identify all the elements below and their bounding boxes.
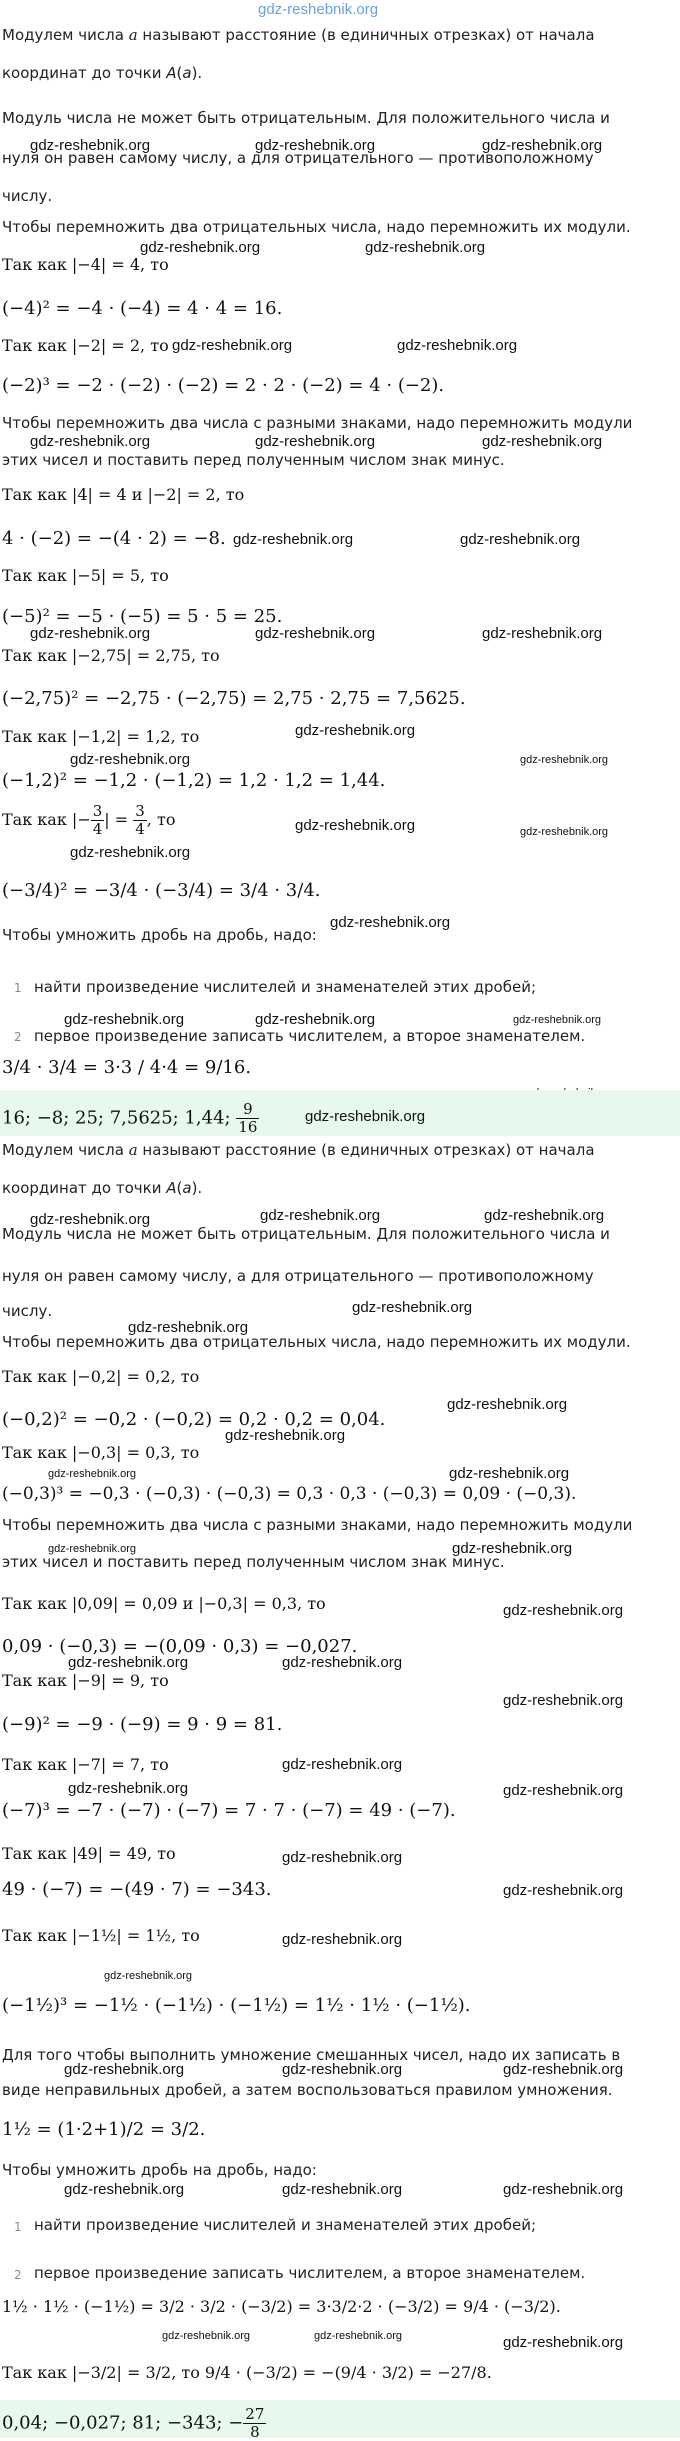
rule-modulus-line-2: нуля он равен самому числу, а для отрицательного — противоположному [2, 1267, 594, 1285]
watermark: gdz-reshebnik.org [282, 1756, 403, 1773]
equation-8: 1½ = (1·2+1)/2 = 3/2. [2, 2119, 206, 2140]
watermark: gdz-reshebnik.org [503, 1692, 624, 1709]
rule-negative-product: Чтобы перемножить два отрицательных числа, надо перемножить их модули. [2, 1333, 631, 1351]
equation-2: (−0,3)³ = −0,3 · (−0,3) · (−0,3) = 0,3 · 0,3 · (−0,3) = 0,09 · (−0,3). [2, 1484, 577, 1504]
equation-6: (−1,2)² = −1,2 · (−1,2) = 1,2 · 1,2 = 1,44. [2, 770, 386, 791]
watermark: gdz-reshebnik.org [520, 826, 609, 838]
rule-mixed-signs-line-1: Чтобы перемножить два числа с разными знаками, надо перемножить модули [2, 414, 633, 432]
watermark: gdz-reshebnik.org [365, 239, 486, 256]
watermark: gdz-reshebnik.org [295, 722, 416, 739]
rule-modulus-line-1: Модуль числа не может быть отрицательным. Для положительного числа и [2, 109, 610, 127]
answer-text: 0,04; −0,027; 81; −343; − $\frac{27}{8}$ [2, 2405, 265, 2441]
list-item-2: первое произведение записать числителем, а второе знаменателем. [34, 2264, 586, 2282]
statement-4: Так как |−5| = 5, то [2, 566, 169, 585]
statement-6: Так как |49| = 49, то [2, 1844, 176, 1863]
equation-7: (−3/4)² = −3/4 · (−3/4) = 3/4 · 3/4. [2, 880, 321, 901]
watermark: gdz-reshebnik.org [503, 2061, 624, 2078]
statement-3: Так как |4| = 4 и |−2| = 2, то [2, 485, 245, 504]
watermark: gdz-reshebnik.org [64, 2181, 185, 2198]
equation-7: (−1½)³ = −1½ · (−1½) · (−1½) = 1½ · 1½ · (−1½). [2, 1995, 471, 2016]
watermark: gdz-reshebnik.org [503, 1782, 624, 1799]
watermark: gdz-reshebnik.org [260, 1207, 381, 1224]
equation-1: (−0,2)² = −0,2 · (−0,2) = 0,2 · 0,2 = 0,04. [2, 1409, 386, 1430]
rule-modulus-line-2: нуля он равен самому числу, а для отрицательного — противоположному [2, 149, 594, 167]
rule-modulus-line-3: числу. [2, 187, 53, 205]
watermark: gdz-reshebnik.org [128, 1319, 249, 1336]
watermark: gdz-reshebnik.org [104, 1970, 193, 1982]
watermark: gdz-reshebnik.org [330, 914, 451, 931]
watermark: gdz-reshebnik.org [255, 1011, 376, 1028]
watermark: gdz-reshebnik.org [282, 1849, 403, 1866]
rule-negative-product: Чтобы перемножить два отрицательных числа, надо перемножить их модули. [2, 218, 631, 236]
watermark: gdz-reshebnik.org [233, 531, 354, 548]
answer-block-1 [0, 1090, 680, 1136]
watermark: gdz-reshebnik.org [352, 1299, 473, 1316]
statement-7: Так как |−1½| = 1½, то [2, 1926, 200, 1945]
watermark: gdz-reshebnik.org [68, 1780, 189, 1797]
list-number: 2 [14, 2268, 22, 2282]
watermark: gdz-reshebnik.org [30, 433, 151, 450]
equation-4: (−9)² = −9 · (−9) = 9 · 9 = 81. [2, 1714, 283, 1735]
statement-4: Так как |−9| = 9, то [2, 1671, 169, 1690]
watermark: gdz-reshebnik.org [30, 1211, 151, 1228]
watermark: gdz-reshebnik.org [482, 433, 603, 450]
equation-5: (−7)³ = −7 · (−7) · (−7) = 7 · 7 · (−7) = 49 · (−7). [2, 1800, 456, 1821]
equation-3: 0,09 · (−0,3) = −(0,09 · 0,3) = −0,027. [2, 1636, 358, 1657]
watermark: gdz-reshebnik.org [449, 1465, 570, 1482]
definition-line-2: координат до точки A(a). [2, 64, 203, 82]
watermark: gdz-reshebnik.org [282, 2181, 403, 2198]
answer-text: 16; −8; 25; 7,5625; 1,44; $\frac{9}{16}$ [2, 1100, 258, 1136]
watermark: gdz-reshebnik.org [503, 2181, 624, 2198]
rule-fraction-multiply: Чтобы умножить дробь на дробь, надо: [2, 926, 317, 944]
watermark: gdz-reshebnik.org [482, 137, 603, 154]
rule-mixed-numbers-line-1: Для того чтобы выполнить умножение смешанных чисел, надо их записать в [2, 2046, 621, 2064]
watermark: gdz-reshebnik.org [68, 1654, 189, 1671]
statement-3: Так как |0,09| = 0,09 и |−0,3| = 0,3, то [2, 1594, 326, 1613]
watermark: gdz-reshebnik.org [503, 2334, 624, 2351]
statement-6: Так как |−1,2| = 1,2, то [2, 727, 200, 746]
watermark: gdz-reshebnik.org [452, 1540, 573, 1557]
rule-mixed-signs-line-1: Чтобы перемножить два числа с разными знаками, надо перемножить модули [2, 1516, 633, 1534]
watermark: gdz-reshebnik.org [295, 817, 416, 834]
statement-10: Так как |−3/2| = 3/2, то 9/4 · (−3/2) = −(9/4 · 3/2) = −27/8. [2, 2363, 492, 2382]
rule-modulus-line-1: Модуль числа не может быть отрицательным. Для положительного числа и [2, 1225, 610, 1243]
equation-5: (−2,75)² = −2,75 · (−2,75) = 2,75 · 2,75 = 7,5625. [2, 688, 466, 709]
watermark: gdz-reshebnik.org [503, 1882, 624, 1899]
watermark: gdz-reshebnik.org [30, 137, 151, 154]
statement-7: Так как |− $\frac{3}{4}$ | = $\frac{3}{4}$ , то [2, 802, 176, 838]
rule-modulus-line-3: числу. [2, 1302, 53, 1320]
list-item-1: найти произведение числителей и знаменателей этих дробей; [34, 2216, 536, 2234]
watermark: gdz-reshebnik.org [282, 1931, 403, 1948]
watermark: gdz-reshebnik.org [70, 844, 191, 861]
rule-mixed-signs-line-2: этих чисел и поставить перед полученным числом знак минус. [2, 1553, 505, 1571]
watermark: gdz-reshebnik.org [140, 239, 261, 256]
watermark: gdz-reshebnik.org [30, 625, 151, 642]
statement-2: Так как |−2| = 2, то [2, 336, 169, 355]
equation-9: 1½ · 1½ · (−1½) = 3/2 · 3/2 · (−3/2) = 3·3/2·2 · (−3/2) = 9/4 · (−3/2). [2, 2297, 561, 2316]
equation-3: 4 · (−2) = −(4 · 2) = −8. [2, 528, 226, 549]
watermark: gdz-reshebnik.org [397, 337, 518, 354]
equation-8: 3/4 · 3/4 = 3·3 / 4·4 = 9/16. [2, 1057, 252, 1078]
watermark: gdz-reshebnik.org [482, 625, 603, 642]
statement-1: Так как |−4| = 4, то [2, 255, 169, 274]
rule-mixed-signs-line-2: этих чисел и поставить перед полученным числом знак минус. [2, 451, 505, 469]
watermark: gdz-reshebnik.org [48, 1543, 137, 1555]
watermark: gdz-reshebnik.org [503, 1602, 624, 1619]
statement-5: Так как |−2,75| = 2,75, то [2, 646, 220, 665]
equation-2: (−2)³ = −2 · (−2) · (−2) = 2 · 2 · (−2) = 4 · (−2). [2, 375, 445, 396]
watermark: gdz-reshebnik.org [162, 2330, 251, 2342]
watermark: gdz-reshebnik.org [255, 433, 376, 450]
rule-mixed-numbers-line-2: виде неправильных дробей, а затем воспользоваться правилом умножения. [2, 2081, 613, 2099]
watermark: gdz-reshebnik.org [255, 625, 376, 642]
equation-1: (−4)² = −4 · (−4) = 4 · 4 = 16. [2, 298, 283, 319]
watermark: gdz-reshebnik.org [70, 751, 191, 768]
watermark: gdz-reshebnik.org [460, 531, 581, 548]
watermark: gdz-reshebnik.org [282, 2061, 403, 2078]
watermark: gdz-reshebnik.org [520, 754, 609, 766]
definition-line-1: Модулем числа a называют расстояние (в единичных отрезках) от начала [2, 1141, 595, 1159]
site-header-link[interactable]: gdz-reshebnik.org [258, 1, 379, 18]
list-item-1: найти произведение числителей и знаменателей этих дробей; [34, 978, 536, 996]
list-number: 1 [14, 2220, 22, 2234]
watermark: gdz-reshebnik.org [64, 1011, 185, 1028]
watermark: gdz-reshebnik.org [255, 137, 376, 154]
watermark: gdz-reshebnik.org [225, 1427, 346, 1444]
watermark: gdz-reshebnik.org [305, 1108, 426, 1125]
list-item-2: первое произведение записать числителем, а второе знаменателем. [34, 1027, 586, 1045]
definition-line-2: координат до точки A(a). [2, 1179, 203, 1197]
watermark: gdz-reshebnik.org [484, 1207, 605, 1224]
equation-6: 49 · (−7) = −(49 · 7) = −343. [2, 1879, 272, 1900]
statement-5: Так как |−7| = 7, то [2, 1755, 169, 1774]
equation-4: (−5)² = −5 · (−5) = 5 · 5 = 25. [2, 606, 283, 627]
watermark: gdz-reshebnik.org [172, 337, 293, 354]
statement-1: Так как |−0,2| = 0,2, то [2, 1367, 200, 1386]
statement-2: Так как |−0,3| = 0,3, то [2, 1443, 200, 1462]
watermark: gdz-reshebnik.org [447, 1396, 568, 1413]
answer-block-2 [0, 2400, 680, 2441]
rule-fraction-multiply: Чтобы умножить дробь на дробь, надо: [2, 2161, 317, 2179]
list-number: 2 [14, 1030, 22, 1044]
watermark: gdz-reshebnik.org [64, 2061, 185, 2078]
watermark: gdz-reshebnik.org [48, 1468, 137, 1480]
definition-line-1: Модулем числа a называют расстояние (в единичных отрезках) от начала [2, 26, 595, 44]
watermark: gdz-reshebnik.org [513, 1014, 602, 1026]
watermark: gdz-reshebnik.org [282, 1654, 403, 1671]
watermark: gdz-reshebnik.org [314, 2330, 403, 2342]
list-number: 1 [14, 981, 22, 995]
